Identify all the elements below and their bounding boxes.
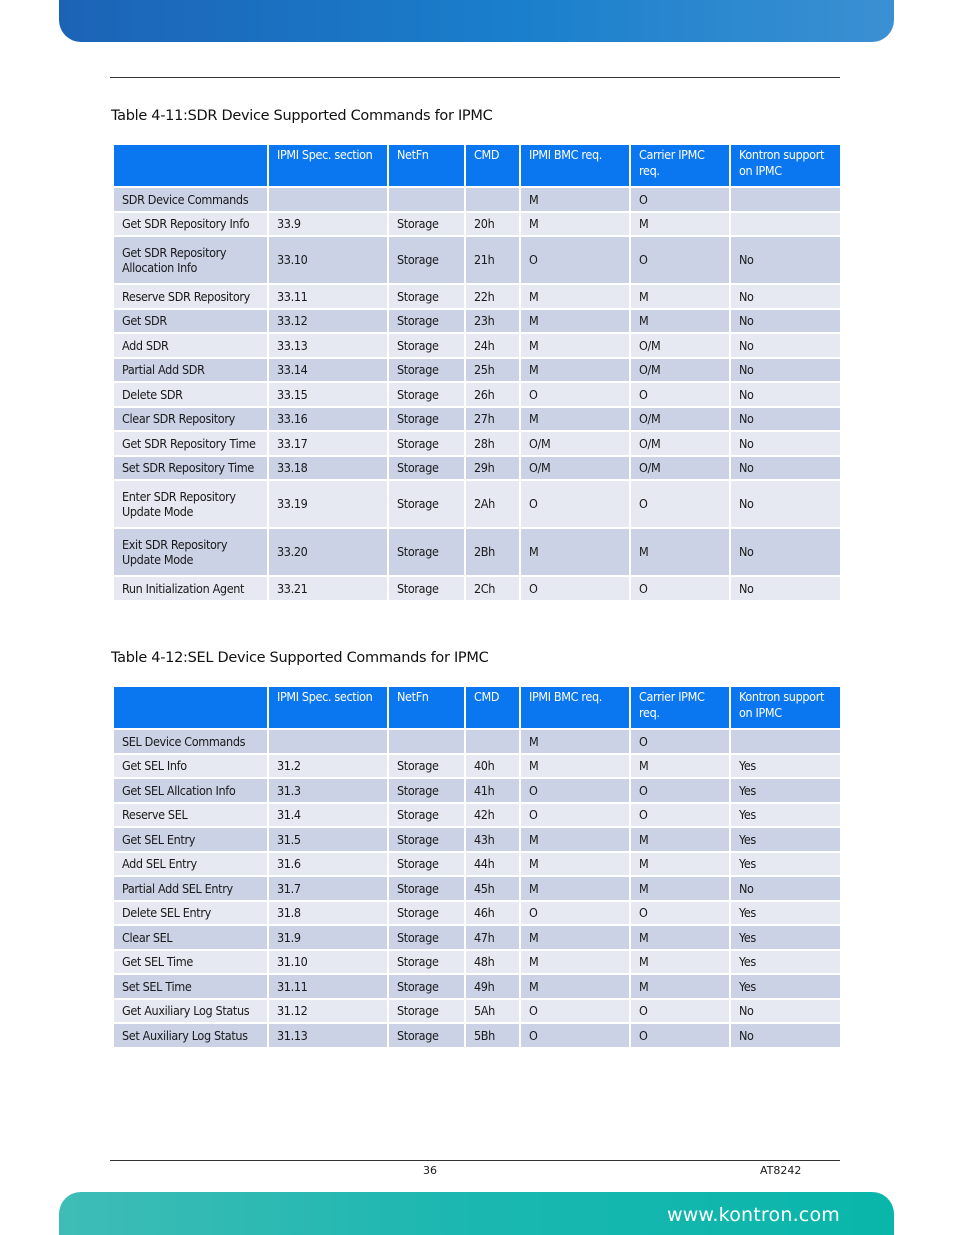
command-name-cell: Set Auxiliary Log Status <box>114 1023 268 1047</box>
table-row <box>114 480 840 528</box>
table-cell <box>730 212 840 237</box>
table-row <box>114 284 840 309</box>
table-cell: O <box>520 803 630 828</box>
table-cell: O/M <box>520 431 630 456</box>
table-cell: Yes <box>730 803 840 828</box>
command-name-cell: Get SEL Time <box>114 950 268 975</box>
table-row <box>114 333 840 358</box>
header-cell: Carrier IPMC req. <box>630 687 730 729</box>
header-row <box>114 687 840 729</box>
header-cell <box>114 687 268 729</box>
table-cell: Storage <box>388 778 465 803</box>
table-cell <box>388 729 465 754</box>
table-row <box>114 950 840 975</box>
table-cell: No <box>730 309 840 334</box>
table-cell: No <box>730 456 840 481</box>
table-row <box>114 999 840 1024</box>
table-cell: Yes <box>730 901 840 926</box>
table-cell: Storage <box>388 852 465 877</box>
table-cell: O <box>520 382 630 407</box>
table-cell: Storage <box>388 754 465 779</box>
table-cell: 24h <box>465 333 520 358</box>
table-cell: Storage <box>388 950 465 975</box>
command-name-cell: Partial Add SDR <box>114 358 268 383</box>
table-cell: 33.13 <box>268 333 388 358</box>
table-cell: 33.14 <box>268 358 388 383</box>
table-cell: Storage <box>388 974 465 999</box>
table-cell: Yes <box>730 925 840 950</box>
table-cell: 43h <box>465 827 520 852</box>
table-cell <box>465 729 520 754</box>
table-cell: Yes <box>730 974 840 999</box>
table-cell <box>730 187 840 212</box>
table-row <box>114 407 840 432</box>
command-name-cell: Get SDR Repository Allocation Info <box>114 236 268 284</box>
table-cell: Storage <box>388 901 465 926</box>
table-cell: 31.4 <box>268 803 388 828</box>
table-row <box>114 431 840 456</box>
table-cell <box>730 729 840 754</box>
website-link[interactable]: www.kontron.com <box>666 1204 840 1226</box>
table-cell: 31.3 <box>268 778 388 803</box>
table-cell <box>465 187 520 212</box>
table-cell: 31.10 <box>268 950 388 975</box>
header-cell: Kontron support on IPMC <box>730 145 840 187</box>
table-cell: 2Ch <box>465 576 520 600</box>
table-cell: 22h <box>465 284 520 309</box>
table-cell: 45h <box>465 876 520 901</box>
table-cell: 33.19 <box>268 480 388 528</box>
table-cell: M <box>520 754 630 779</box>
table-row <box>114 212 840 237</box>
table-cell: No <box>730 999 840 1024</box>
table-cell: O <box>630 480 730 528</box>
table-cell: 49h <box>465 974 520 999</box>
table-cell: Storage <box>388 876 465 901</box>
table-cell: No <box>730 407 840 432</box>
table-row <box>114 187 840 212</box>
command-name-cell: Get SEL Info <box>114 754 268 779</box>
table-cell: 26h <box>465 382 520 407</box>
table-cell: M <box>630 974 730 999</box>
command-name-cell: Get SDR <box>114 309 268 334</box>
header-cell: IPMI BMC req. <box>520 145 630 187</box>
table-cell: O <box>630 382 730 407</box>
table-cell: M <box>520 284 630 309</box>
table-cell: M <box>630 754 730 779</box>
table-cell: Storage <box>388 431 465 456</box>
header-row <box>114 145 840 187</box>
table-cell: No <box>730 358 840 383</box>
table-cell: 31.12 <box>268 999 388 1024</box>
table-cell: Storage <box>388 284 465 309</box>
table-cell: 33.12 <box>268 309 388 334</box>
table-row <box>114 827 840 852</box>
footer-rule <box>110 1160 840 1161</box>
table-row <box>114 309 840 334</box>
table-cell: M <box>630 852 730 877</box>
table-cell: 31.5 <box>268 827 388 852</box>
sel-commands-table <box>114 687 840 1047</box>
table-cell: M <box>520 925 630 950</box>
table-cell: O/M <box>630 431 730 456</box>
table-cell: Storage <box>388 212 465 237</box>
table-row <box>114 382 840 407</box>
command-name-cell: Add SDR <box>114 333 268 358</box>
table-cell: No <box>730 480 840 528</box>
table-cell: 21h <box>465 236 520 284</box>
header-cell <box>114 145 268 187</box>
table-cell: Storage <box>388 236 465 284</box>
table-cell: No <box>730 528 840 576</box>
table-row <box>114 754 840 779</box>
table-cell: 41h <box>465 778 520 803</box>
command-name-cell: Get SDR Repository Time <box>114 431 268 456</box>
header-cell: Carrier IPMC req. <box>630 145 730 187</box>
table-row <box>114 901 840 926</box>
table-row <box>114 974 840 999</box>
table-cell: 33.20 <box>268 528 388 576</box>
table-caption-sel: Table 4-12:SEL Device Supported Commands for IPMC <box>111 650 489 666</box>
table-cell: M <box>520 974 630 999</box>
table-cell: Yes <box>730 754 840 779</box>
table-cell: M <box>520 852 630 877</box>
command-name-cell: Get SEL Entry <box>114 827 268 852</box>
table-cell: O/M <box>520 456 630 481</box>
table-cell: Storage <box>388 999 465 1024</box>
table-cell: Storage <box>388 576 465 600</box>
table-cell: 44h <box>465 852 520 877</box>
table-cell: 5Bh <box>465 1023 520 1047</box>
table-cell: M <box>520 827 630 852</box>
table-row <box>114 1023 840 1047</box>
table-cell: M <box>630 925 730 950</box>
table-cell: Yes <box>730 827 840 852</box>
table-row <box>114 876 840 901</box>
header-cell: Kontron support on IPMC <box>730 687 840 729</box>
table-cell: Storage <box>388 358 465 383</box>
command-name-cell: Get SEL Allcation Info <box>114 778 268 803</box>
command-name-cell: Reserve SEL <box>114 803 268 828</box>
table-cell: 31.11 <box>268 974 388 999</box>
table-cell: Storage <box>388 803 465 828</box>
command-name-cell: Get Auxiliary Log Status <box>114 999 268 1024</box>
table-cell: 20h <box>465 212 520 237</box>
command-name-cell: Clear SEL <box>114 925 268 950</box>
command-name-cell: SEL Device Commands <box>114 729 268 754</box>
table-cell: M <box>630 950 730 975</box>
table-cell: 31.6 <box>268 852 388 877</box>
table-cell: M <box>520 950 630 975</box>
table-cell: 28h <box>465 431 520 456</box>
command-name-cell: Clear SDR Repository <box>114 407 268 432</box>
table-cell: O/M <box>630 407 730 432</box>
table-cell: M <box>630 528 730 576</box>
table-cell: O <box>520 1023 630 1047</box>
table-cell: M <box>520 358 630 383</box>
command-name-cell: Set SDR Repository Time <box>114 456 268 481</box>
table-row <box>114 528 840 576</box>
table-cell: O <box>630 803 730 828</box>
table-cell: 33.21 <box>268 576 388 600</box>
table-cell: M <box>520 876 630 901</box>
table-cell: 33.17 <box>268 431 388 456</box>
page-number: 36 <box>423 1164 437 1177</box>
table-cell: O <box>520 480 630 528</box>
table-row <box>114 852 840 877</box>
header-rule <box>110 77 840 78</box>
table-cell: No <box>730 876 840 901</box>
table-cell: 31.7 <box>268 876 388 901</box>
table-row <box>114 925 840 950</box>
table-cell: No <box>730 333 840 358</box>
table-cell: 46h <box>465 901 520 926</box>
table-cell: 47h <box>465 925 520 950</box>
command-name-cell: SDR Device Commands <box>114 187 268 212</box>
table-cell: No <box>730 576 840 600</box>
table-cell: Yes <box>730 852 840 877</box>
table-cell: 5Ah <box>465 999 520 1024</box>
command-name-cell: Add SEL Entry <box>114 852 268 877</box>
header-cell: CMD <box>465 687 520 729</box>
table-cell: 2Ah <box>465 480 520 528</box>
table-row <box>114 576 840 600</box>
table-cell: Storage <box>388 480 465 528</box>
table-cell: 33.15 <box>268 382 388 407</box>
header-cell: IPMI BMC req. <box>520 687 630 729</box>
table-cell: No <box>730 1023 840 1047</box>
table-cell: 48h <box>465 950 520 975</box>
sdr-commands-table <box>114 145 840 600</box>
command-name-cell: Get SDR Repository Info <box>114 212 268 237</box>
table-cell: No <box>730 284 840 309</box>
table-cell: O/M <box>630 358 730 383</box>
table-row <box>114 803 840 828</box>
table-cell: No <box>730 431 840 456</box>
table-cell: 31.13 <box>268 1023 388 1047</box>
table-cell: M <box>630 876 730 901</box>
table-cell: O/M <box>630 333 730 358</box>
table-cell: O <box>630 187 730 212</box>
table-cell: Storage <box>388 925 465 950</box>
table-row <box>114 456 840 481</box>
table-cell: 2Bh <box>465 528 520 576</box>
table-cell <box>268 729 388 754</box>
table-cell: M <box>630 309 730 334</box>
table-row <box>114 729 840 754</box>
table-cell: 33.18 <box>268 456 388 481</box>
table-cell: O <box>520 778 630 803</box>
command-name-cell: Reserve SDR Repository <box>114 284 268 309</box>
table-cell: M <box>630 284 730 309</box>
command-name-cell: Delete SDR <box>114 382 268 407</box>
table-cell: 33.11 <box>268 284 388 309</box>
table-row <box>114 358 840 383</box>
table-cell: O <box>630 778 730 803</box>
table-cell: O <box>630 236 730 284</box>
table-cell: O/M <box>630 456 730 481</box>
command-name-cell: Partial Add SEL Entry <box>114 876 268 901</box>
table-cell: O <box>630 901 730 926</box>
table-cell: Storage <box>388 407 465 432</box>
table-cell: M <box>520 309 630 334</box>
table-cell: 27h <box>465 407 520 432</box>
table-header <box>114 687 840 729</box>
table-cell: No <box>730 236 840 284</box>
table-cell: M <box>520 528 630 576</box>
table-cell: M <box>630 212 730 237</box>
table-row <box>114 778 840 803</box>
table-cell: O <box>520 576 630 600</box>
header-cell: CMD <box>465 145 520 187</box>
table-cell: M <box>520 729 630 754</box>
table-cell: 31.9 <box>268 925 388 950</box>
table-cell: 23h <box>465 309 520 334</box>
table-cell: M <box>520 212 630 237</box>
table-cell <box>388 187 465 212</box>
command-name-cell: Enter SDR Repository Update Mode <box>114 480 268 528</box>
table-cell: O <box>520 999 630 1024</box>
bottom-banner <box>59 1192 894 1235</box>
table-cell: O <box>520 901 630 926</box>
table-cell: Storage <box>388 1023 465 1047</box>
table-cell: Storage <box>388 382 465 407</box>
table-cell: O <box>520 236 630 284</box>
table-header <box>114 145 840 187</box>
command-name-cell: Delete SEL Entry <box>114 901 268 926</box>
table-cell: 31.2 <box>268 754 388 779</box>
table-cell: 31.8 <box>268 901 388 926</box>
table-row <box>114 236 840 284</box>
table-cell: Storage <box>388 528 465 576</box>
table-cell: 29h <box>465 456 520 481</box>
table-cell: No <box>730 382 840 407</box>
table-cell: Yes <box>730 778 840 803</box>
document-id: AT8242 <box>760 1164 802 1177</box>
header-cell: NetFn <box>388 145 465 187</box>
header-cell: IPMI Spec. section <box>268 687 388 729</box>
table-cell: 40h <box>465 754 520 779</box>
table-cell: O <box>630 576 730 600</box>
table-cell: 33.9 <box>268 212 388 237</box>
table-cell: Yes <box>730 950 840 975</box>
header-cell: NetFn <box>388 687 465 729</box>
table-cell: 33.16 <box>268 407 388 432</box>
table-body <box>114 187 840 600</box>
table-body <box>114 729 840 1047</box>
command-name-cell: Run Initialization Agent <box>114 576 268 600</box>
table-cell: 33.10 <box>268 236 388 284</box>
top-banner <box>59 0 894 42</box>
table-cell: 42h <box>465 803 520 828</box>
table-cell: M <box>520 333 630 358</box>
table-cell: M <box>520 187 630 212</box>
header-cell: IPMI Spec. section <box>268 145 388 187</box>
table-cell: M <box>520 407 630 432</box>
command-name-cell: Set SEL Time <box>114 974 268 999</box>
table-cell: O <box>630 999 730 1024</box>
table-cell: M <box>630 827 730 852</box>
table-cell: O <box>630 729 730 754</box>
command-name-cell: Exit SDR Repository Update Mode <box>114 528 268 576</box>
table-cell: Storage <box>388 827 465 852</box>
table-cell: Storage <box>388 333 465 358</box>
table-cell: 25h <box>465 358 520 383</box>
table-cell <box>268 187 388 212</box>
table-cell: O <box>630 1023 730 1047</box>
table-caption-sdr: Table 4-11:SDR Device Supported Commands for IPMC <box>111 108 493 124</box>
table-cell: Storage <box>388 309 465 334</box>
table-cell: Storage <box>388 456 465 481</box>
